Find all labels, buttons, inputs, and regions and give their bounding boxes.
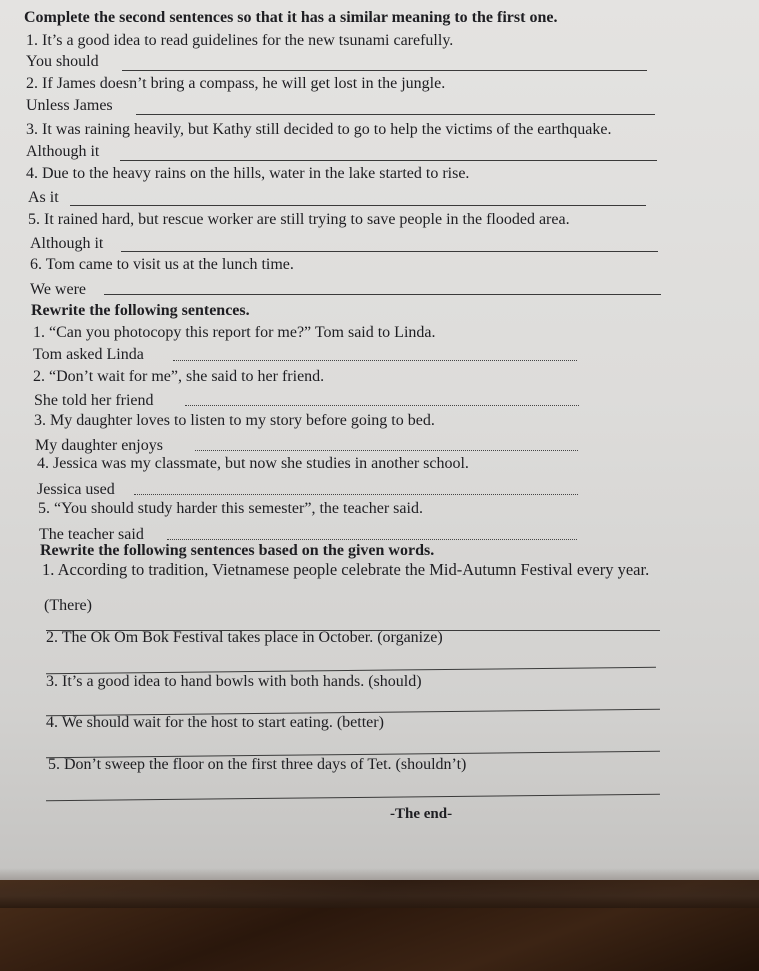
section2-sentence-4: 4. Jessica was my classmate, but now she studies in another school. [37,455,469,472]
section1-prompt-5: Although it [30,235,104,252]
section2-prompt-2: She told her friend [34,392,154,409]
page-shadow [0,868,759,908]
section3-cue-1: (There) [44,597,92,614]
section2-sentence-2: 2. “Don’t wait for me”, she said to her friend. [33,368,325,385]
section3-sentence-4: 4. We should wait for the host to start eating. (better) [46,714,384,731]
answer-line-3-5 [46,794,660,801]
section2-prompt-5: The teacher said [39,526,144,543]
section2-sentence-5: 5. “You should study harder this semester”, the teacher said. [38,500,423,517]
section3-sentence-5: 5. Don’t sweep the floor on the first three days of Tet. (shouldn’t) [48,756,467,773]
answer-line-1-1 [122,70,647,71]
section1-heading: Complete the second sentences so that it has a similar meaning to the first one. [24,9,558,26]
answer-line-1-4 [70,205,646,206]
section3-sentence-2: 2. The Ok Om Bok Festival takes place in October. (organize) [46,629,443,646]
answer-line-2-2 [185,405,579,406]
answer-line-1-6 [104,294,661,295]
section2-sentence-3: 3. My daughter loves to listen to my story before going to bed. [34,412,435,429]
the-end-label: -The end- [390,806,453,822]
section1-prompt-3: Although it [26,143,100,160]
section1-sentence-4: 4. Due to the heavy rains on the hills, water in the lake started to rise. [26,165,470,182]
section1-prompt-1: You should [26,53,99,70]
section2-prompt-4: Jessica used [37,481,115,498]
section1-sentence-2: 2. If James doesn’t bring a compass, he will get lost in the jungle. [26,75,446,92]
section3-sentence-3: 3. It’s a good idea to hand bowls with both hands. (should) [46,673,422,690]
section1-sentence-6: 6. Tom came to visit us at the lunch time. [30,256,294,273]
answer-line-1-3 [120,160,657,161]
section2-sentence-1: 1. “Can you photocopy this report for me?” Tom said to Linda. [33,324,436,341]
section1-sentence-5: 5. It rained hard, but rescue worker are still trying to save people in the flooded area. [28,211,570,228]
section3-sentence-1: 1. According to tradition, Vietnamese people celebrate the Mid-Autumn Festival every year. [42,560,650,579]
answer-line-2-3 [195,450,578,451]
answer-line-1-2 [136,114,655,115]
section2-prompt-3: My daughter enjoys [35,437,163,454]
section1-prompt-6: We were [30,281,87,298]
section1-sentence-1: 1. It’s a good idea to read guidelines for the new tsunami carefully. [26,32,454,49]
section1-prompt-2: Unless James [26,97,113,114]
answer-line-1-5 [121,251,658,252]
answer-line-2-1 [173,360,577,361]
section2-heading: Rewrite the following sentences. [31,302,250,319]
section1-prompt-4: As it [28,189,59,206]
section2-prompt-1: Tom asked Linda [33,346,144,363]
section3-heading: Rewrite the following sentences based on the given words. [40,542,435,559]
answer-line-2-5 [167,539,577,540]
section1-sentence-3: 3. It was raining heavily, but Kathy still decided to go to help the victims of the earthquake. [26,121,612,138]
answer-line-2-4 [134,494,578,495]
